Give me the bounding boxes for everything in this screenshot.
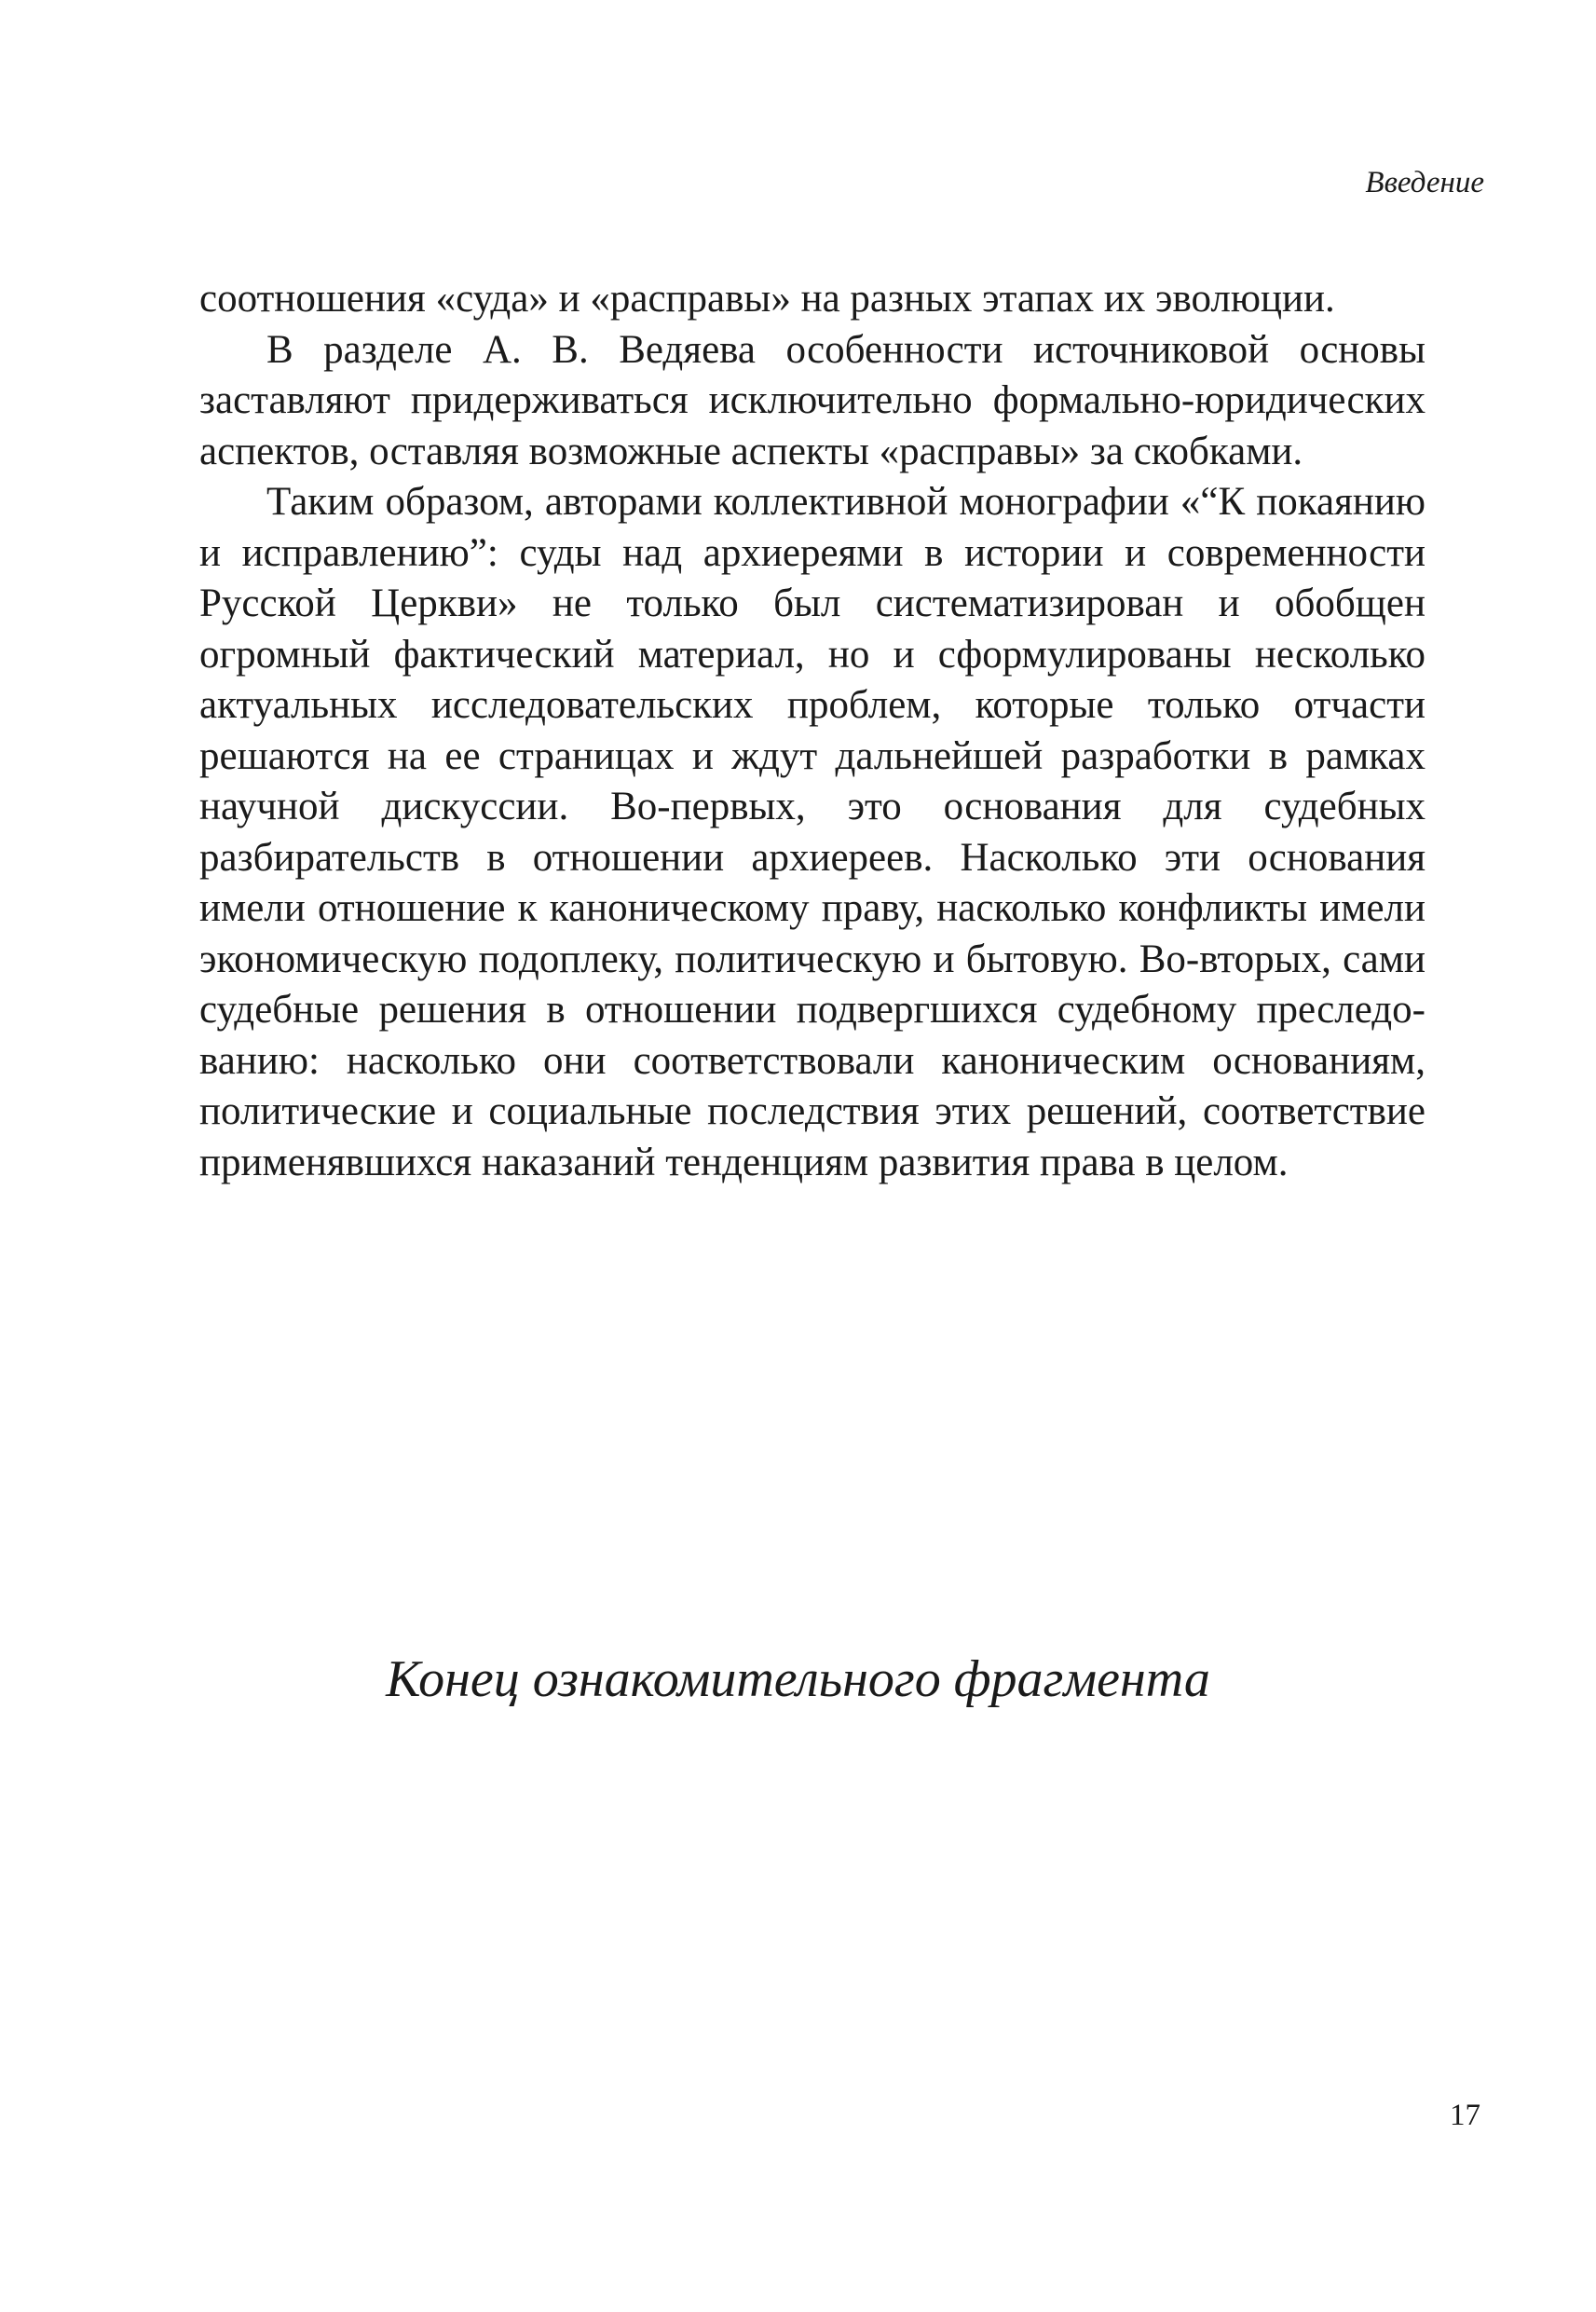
paragraph-2: В разделе А. В. Ведяева особенности источниковой основы заставляют придерживаться исключительно формально-юридических аспектов, оставляя возможные аспекты «расправы» за скобками. [199,327,1425,473]
main-text [199,274,1425,1188]
paragraph-1: соотношения «суда» и «расправы» на разных этапах их эволюции. [199,277,1335,321]
running-header-title: Введение [1365,166,1484,199]
paragraph-3: Таким образом, авторами коллективной монографии «“К покаянию и исправлению”: суды над архиереями в истории и современности Русской Церкви» не только был систематизирован и обобщен огромный фактический материал, но и сформулированы несколько актуальных исследовательских проблем, которые только отчасти решаются на ее страницах и ждут дальнейшей разработки в рамках научной дискуссии. Во-первых, это основания для судебных разбирательств в отношении архиереев. Насколько эти основания имели отношение к каноническому праву, насколько конфликты имели экономическую подоплеку, политическую и бытовую. Во-вторых, сами судебные решения в отношении подвергшихся судебному преследованию: насколько они соответствовали каноническим основаниям, политические и социальные последствия этих решений, соответствие применявшихся наказаний тенденциям развития права в целом. [199,480,1425,1184]
fragment-end-notice: Конец ознакомительного фрагмента [386,1650,1210,1708]
page-number: 17 [1450,2099,1480,2132]
